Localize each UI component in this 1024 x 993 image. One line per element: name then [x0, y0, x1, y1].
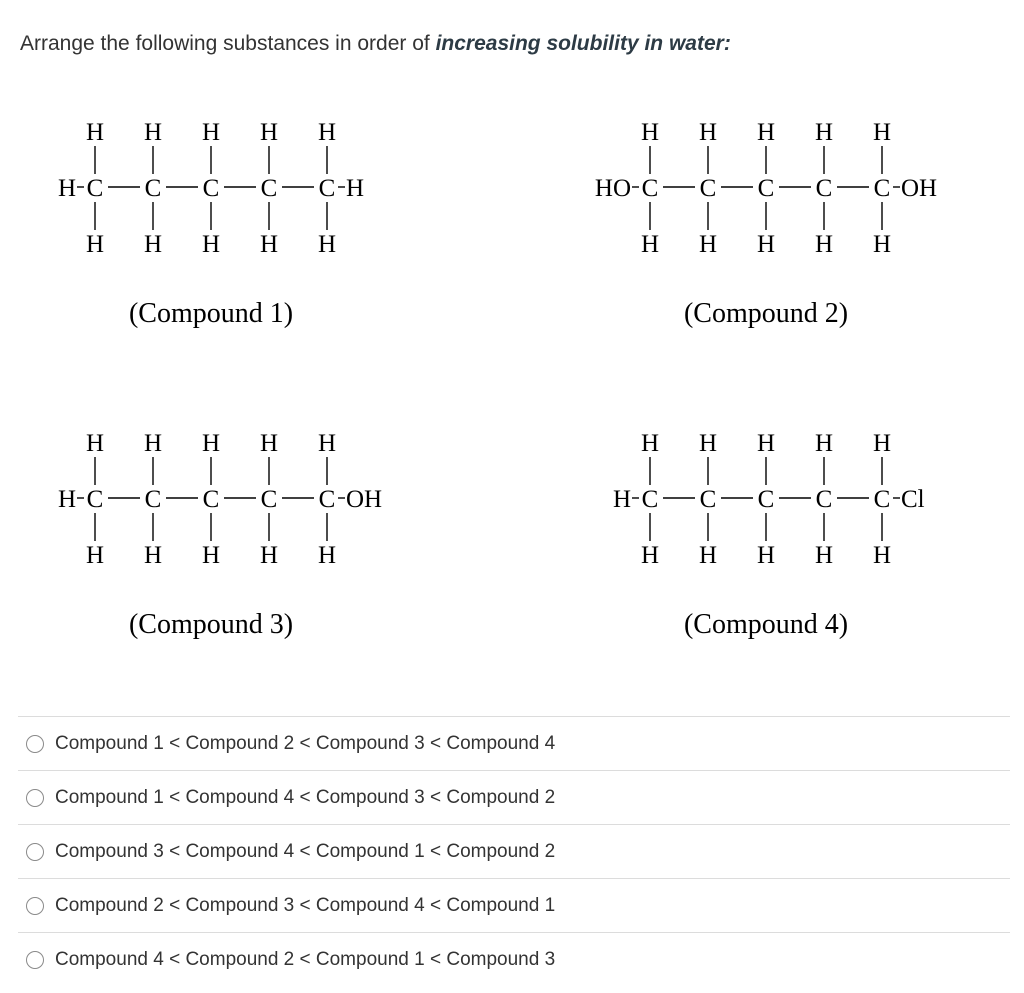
hydrogen-atom-top: H	[698, 119, 718, 146]
hydrogen-atom-top: H	[814, 119, 834, 146]
carbon-atom: C	[144, 175, 162, 202]
hydrogen-atom-bottom: H	[872, 542, 892, 569]
question-emphasis: increasing solubility in water:	[435, 32, 731, 55]
answer-option-3[interactable]	[18, 824, 1010, 878]
right-terminal-group: H	[346, 175, 365, 202]
hydrogen-atom-top: H	[85, 119, 105, 146]
radio-button[interactable]	[26, 843, 44, 861]
carbon-atom: C	[86, 486, 104, 513]
compound-caption: (Compound 4)	[683, 609, 849, 640]
hydrogen-atom-bottom: H	[698, 542, 718, 569]
carbon-atom: C	[318, 175, 336, 202]
answer-option-label: Compound 1 < Compound 2 < Compound 3 < Compound 4	[55, 732, 556, 754]
compound-1-structure	[25, 110, 445, 340]
carbon-atom: C	[699, 175, 717, 202]
carbon-atom: C	[641, 486, 659, 513]
answer-option-label: Compound 4 < Compound 2 < Compound 1 < Compound 3	[55, 948, 556, 970]
radio-button[interactable]	[26, 951, 44, 969]
hydrogen-atom-bottom: H	[143, 542, 163, 569]
hydrogen-atom-top: H	[814, 430, 834, 457]
hydrogen-atom-bottom: H	[640, 542, 660, 569]
compound-2-structure	[580, 110, 1000, 340]
carbon-atom: C	[86, 175, 104, 202]
hydrogen-atom-top: H	[259, 430, 279, 457]
carbon-atom: C	[699, 486, 717, 513]
carbon-atom: C	[873, 486, 891, 513]
hydrogen-atom-top: H	[259, 119, 279, 146]
answer-option-5[interactable]	[18, 932, 1010, 986]
radio-button[interactable]	[26, 735, 44, 753]
answer-option-2[interactable]	[18, 770, 1010, 824]
carbon-atom: C	[873, 175, 891, 202]
answer-option-1[interactable]	[18, 716, 1010, 770]
question-text	[20, 32, 731, 56]
compound-caption: (Compound 2)	[683, 298, 849, 329]
radio-button[interactable]	[26, 897, 44, 915]
question-prefix: Arrange the following substances in order of	[20, 32, 436, 55]
left-terminal-group: H	[57, 486, 76, 513]
compound-caption: (Compound 1)	[128, 298, 294, 329]
carbon-atom: C	[815, 486, 833, 513]
carbon-atom: C	[202, 175, 220, 202]
compound-4-structure	[580, 421, 1000, 651]
hydrogen-atom-bottom: H	[259, 231, 279, 258]
hydrogen-atom-top: H	[872, 430, 892, 457]
hydrogen-atom-bottom: H	[259, 542, 279, 569]
hydrogen-atom-bottom: H	[814, 231, 834, 258]
hydrogen-atom-top: H	[756, 119, 776, 146]
left-terminal-group: H	[612, 486, 631, 513]
hydrogen-atom-top: H	[317, 119, 337, 146]
answer-choices	[18, 716, 1010, 986]
hydrogen-atom-bottom: H	[317, 231, 337, 258]
hydrogen-atom-bottom: H	[756, 231, 776, 258]
compound-3-structure	[25, 421, 445, 651]
hydrogen-atom-bottom: H	[698, 231, 718, 258]
right-terminal-group: OH	[901, 175, 938, 202]
hydrogen-atom-bottom: H	[814, 542, 834, 569]
hydrogen-atom-bottom: H	[143, 231, 163, 258]
hydrogen-atom-bottom: H	[317, 542, 337, 569]
hydrogen-atom-top: H	[640, 119, 660, 146]
answer-option-label: Compound 2 < Compound 3 < Compound 4 < Compound 1	[55, 894, 556, 916]
carbon-atom: C	[641, 175, 659, 202]
answer-option-4[interactable]	[18, 878, 1010, 932]
answer-option-label: Compound 3 < Compound 4 < Compound 1 < Compound 2	[55, 840, 556, 862]
carbon-atom: C	[318, 486, 336, 513]
left-terminal-group: HO	[594, 175, 631, 202]
carbon-atom: C	[144, 486, 162, 513]
hydrogen-atom-top: H	[201, 430, 221, 457]
answer-option-label: Compound 1 < Compound 4 < Compound 3 < Compound 2	[55, 786, 556, 808]
left-terminal-group: H	[57, 175, 76, 202]
hydrogen-atom-top: H	[85, 430, 105, 457]
hydrogen-atom-bottom: H	[201, 542, 221, 569]
carbon-atom: C	[757, 486, 775, 513]
carbon-atom: C	[202, 486, 220, 513]
hydrogen-atom-top: H	[317, 430, 337, 457]
hydrogen-atom-top: H	[872, 119, 892, 146]
hydrogen-atom-bottom: H	[756, 542, 776, 569]
hydrogen-atom-bottom: H	[85, 542, 105, 569]
hydrogen-atom-top: H	[640, 430, 660, 457]
radio-button[interactable]	[26, 789, 44, 807]
hydrogen-atom-top: H	[698, 430, 718, 457]
carbon-atom: C	[815, 175, 833, 202]
right-terminal-group: Cl	[901, 486, 925, 513]
hydrogen-atom-top: H	[756, 430, 776, 457]
right-terminal-group: OH	[346, 486, 383, 513]
hydrogen-atom-bottom: H	[85, 231, 105, 258]
hydrogen-atom-bottom: H	[201, 231, 221, 258]
compound-caption: (Compound 3)	[128, 609, 294, 640]
carbon-atom: C	[757, 175, 775, 202]
carbon-atom: C	[260, 486, 278, 513]
hydrogen-atom-top: H	[143, 430, 163, 457]
carbon-atom: C	[260, 175, 278, 202]
hydrogen-atom-bottom: H	[872, 231, 892, 258]
hydrogen-atom-top: H	[201, 119, 221, 146]
hydrogen-atom-bottom: H	[640, 231, 660, 258]
hydrogen-atom-top: H	[143, 119, 163, 146]
